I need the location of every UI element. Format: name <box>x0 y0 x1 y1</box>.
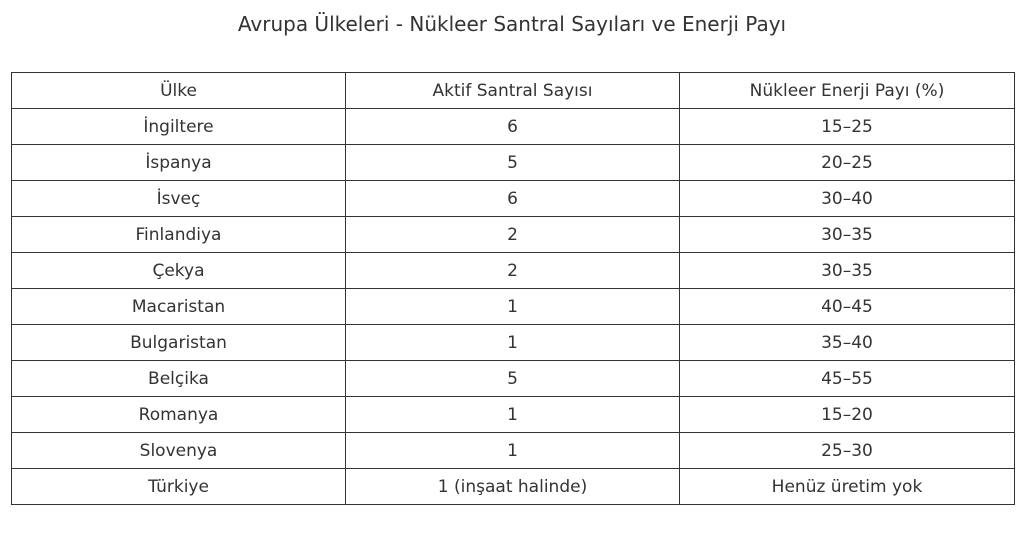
table-row <box>12 397 1015 433</box>
cell-nuclear-share: 15–20 <box>680 397 1015 433</box>
cell-nuclear-share: Henüz üretim yok <box>680 469 1015 505</box>
table-row <box>12 217 1015 253</box>
table-row <box>12 361 1015 397</box>
cell-nuclear-share: 20–25 <box>680 145 1015 181</box>
cell-active-plants: 5 <box>346 145 680 181</box>
cell-nuclear-share: 30–35 <box>680 217 1015 253</box>
cell-country: Çekya <box>12 253 346 289</box>
cell-country: İngiltere <box>12 109 346 145</box>
table-row <box>12 289 1015 325</box>
table-row <box>12 469 1015 505</box>
cell-active-plants: 1 <box>346 325 680 361</box>
cell-nuclear-share: 30–35 <box>680 253 1015 289</box>
cell-nuclear-share: 35–40 <box>680 325 1015 361</box>
cell-country: Bulgaristan <box>12 325 346 361</box>
data-table <box>11 72 1015 505</box>
table-row <box>12 253 1015 289</box>
cell-country: Türkiye <box>12 469 346 505</box>
cell-active-plants: 6 <box>346 109 680 145</box>
column-header-country: Ülke <box>12 73 346 109</box>
cell-active-plants: 1 <box>346 433 680 469</box>
column-header-active-plants: Aktif Santral Sayısı <box>346 73 680 109</box>
table-row <box>12 325 1015 361</box>
chart-title: Avrupa Ülkeleri - Nükleer Santral Sayıları ve Enerji Payı <box>237 12 787 36</box>
cell-country: Slovenya <box>12 433 346 469</box>
cell-country: Romanya <box>12 397 346 433</box>
cell-nuclear-share: 40–45 <box>680 289 1015 325</box>
table-row <box>12 181 1015 217</box>
cell-active-plants: 1 (inşaat halinde) <box>346 469 680 505</box>
cell-nuclear-share: 15–25 <box>680 109 1015 145</box>
column-header-nuclear-share: Nükleer Enerji Payı (%) <box>680 73 1015 109</box>
cell-country: İspanya <box>12 145 346 181</box>
cell-nuclear-share: 45–55 <box>680 361 1015 397</box>
cell-active-plants: 5 <box>346 361 680 397</box>
cell-nuclear-share: 30–40 <box>680 181 1015 217</box>
cell-active-plants: 2 <box>346 217 680 253</box>
cell-active-plants: 6 <box>346 181 680 217</box>
table-row <box>12 433 1015 469</box>
cell-country: Belçika <box>12 361 346 397</box>
cell-active-plants: 2 <box>346 253 680 289</box>
table-row <box>12 145 1015 181</box>
cell-active-plants: 1 <box>346 289 680 325</box>
cell-country: İsveç <box>12 181 346 217</box>
cell-country: Macaristan <box>12 289 346 325</box>
cell-active-plants: 1 <box>346 397 680 433</box>
table-header-row <box>12 73 1015 109</box>
cell-country: Finlandiya <box>12 217 346 253</box>
cell-nuclear-share: 25–30 <box>680 433 1015 469</box>
table-row <box>12 109 1015 145</box>
